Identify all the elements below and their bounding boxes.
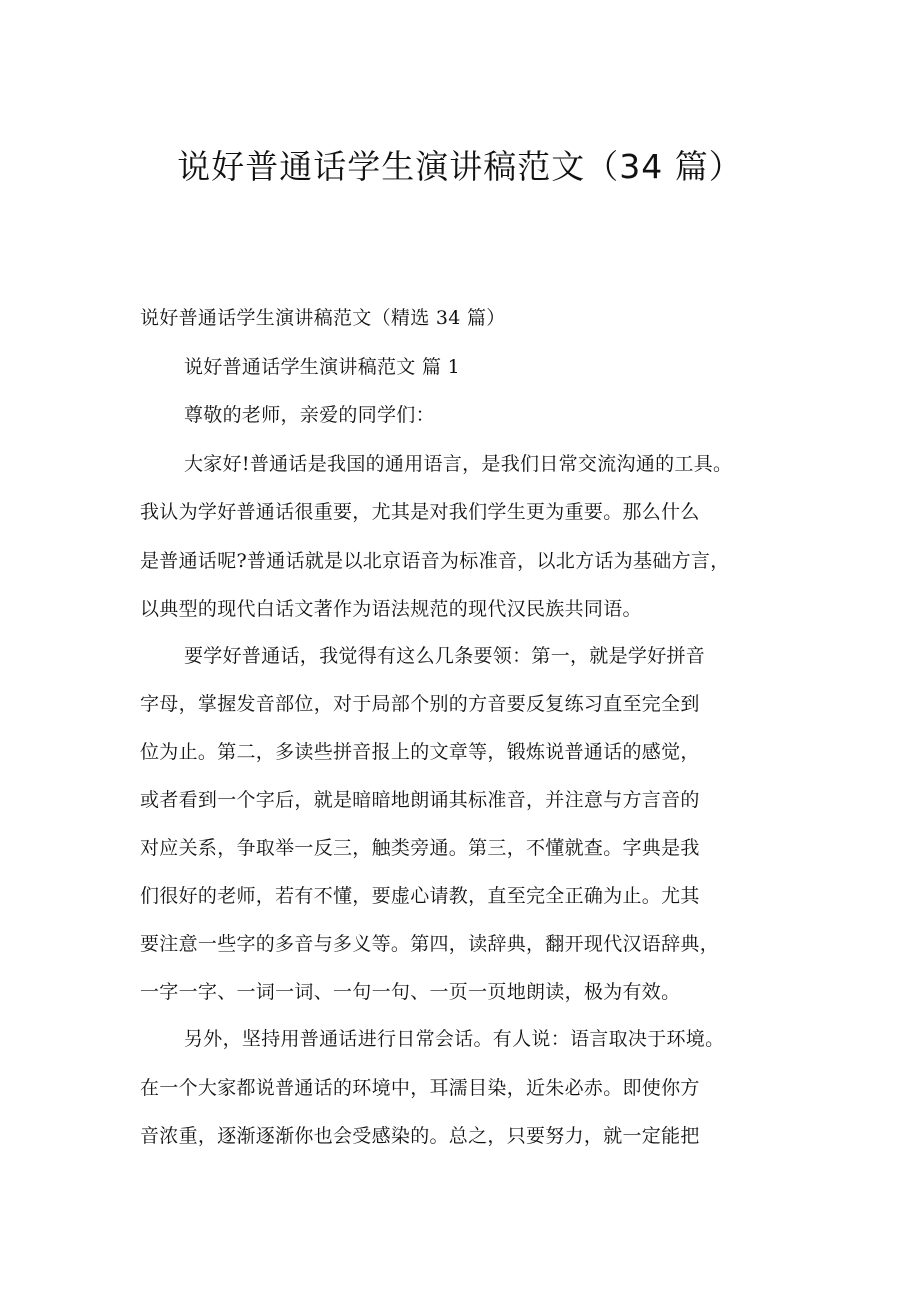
body-line: 字母，掌握发音部位，对于局部个别的方音要反复练习直至完全到 bbox=[140, 693, 700, 715]
body-line: 们很好的老师，若有不懂，要虚心请教，直至完全正确为止。尤其 bbox=[140, 885, 700, 907]
document-title: 说好普通话学生演讲稿范文（34 篇） bbox=[177, 147, 743, 186]
body-line: 对应关系，争取举一反三，触类旁通。第三，不懂就查。字典是我 bbox=[140, 837, 700, 859]
body-line: 一字一字、一词一词、一句一句、一页一页地朗读，极为有效。 bbox=[140, 981, 681, 1003]
body-line: 我认为学好普通话很重要，尤其是对我们学生更为重要。那么什么 bbox=[140, 501, 700, 523]
body-line: 位为止。第二，多读些拼音报上的文章等，锻炼说普通话的感觉， bbox=[140, 741, 700, 763]
body-line: 音浓重，逐渐逐渐你也会受感染的。总之，只要努力，就一定能把 bbox=[140, 1125, 700, 1147]
section-heading: 说好普通话学生演讲稿范文 篇 1 bbox=[184, 356, 460, 378]
body-line: 大家好!普通话是我国的通用语言，是我们日常交流沟通的工具。 bbox=[184, 453, 733, 475]
salutation-line: 尊敬的老师，亲爱的同学们： bbox=[184, 404, 435, 426]
body-line: 是普通话呢?普通话就是以北京语音为标准音，以北方话为基础方言， bbox=[140, 550, 730, 572]
body-line: 要学好普通话，我觉得有这么几条要领：第一，就是学好拼音 bbox=[184, 645, 706, 667]
body-line: 或者看到一个字后，就是暗暗地朗诵其标准音，并注意与方言音的 bbox=[140, 789, 700, 811]
body-line: 在一个大家都说普通话的环境中，耳濡目染，近朱必赤。即使你方 bbox=[140, 1077, 700, 1099]
body-line: 要注意一些字的多音与多义等。第四，读辞典，翻开现代汉语辞典， bbox=[140, 933, 720, 955]
body-line: 另外，坚持用普通话进行日常会话。有人说：语言取决于环境。 bbox=[184, 1028, 725, 1050]
body-line: 以典型的现代白话文著作为语法规范的现代汉民族共同语。 bbox=[140, 598, 642, 620]
document-subtitle: 说好普通话学生演讲稿范文（精选 34 篇） bbox=[140, 307, 506, 329]
